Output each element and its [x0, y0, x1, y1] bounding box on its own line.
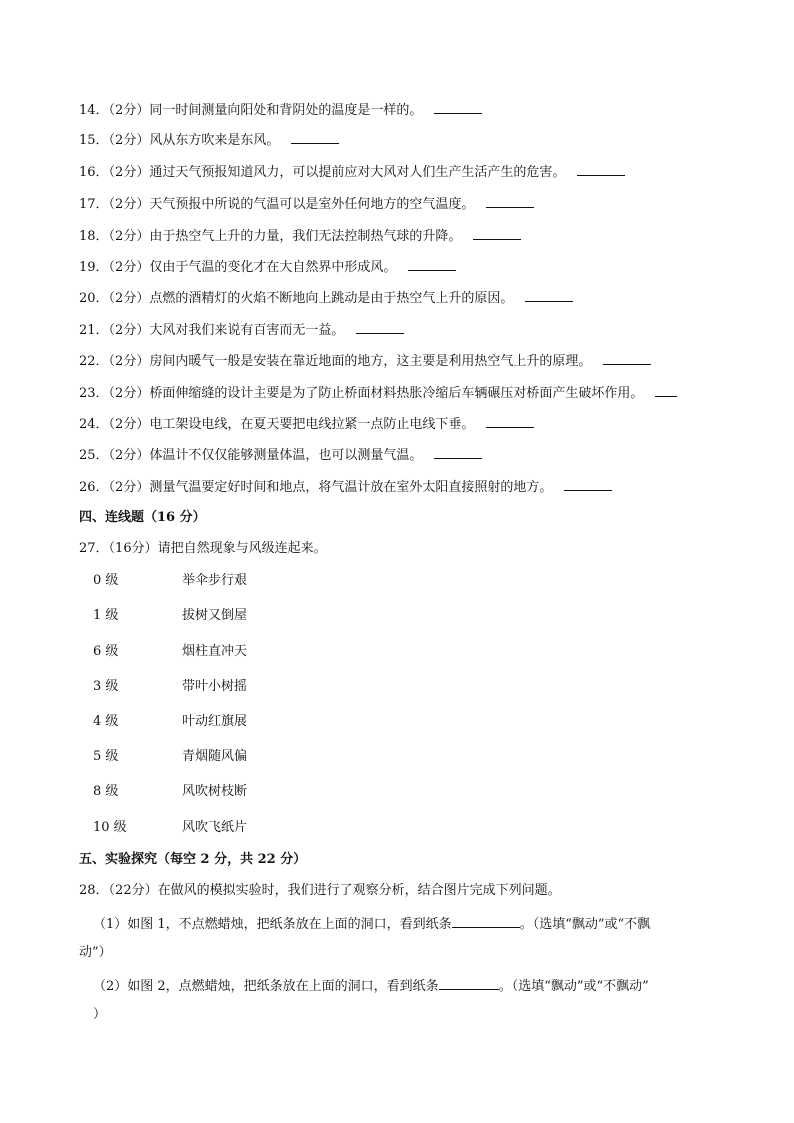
question-text: 26．（2分）测量气温要定好时间和地点，将气温计放在室外太阳直接照射的地方。 — [79, 480, 553, 495]
answer-blank[interactable] — [408, 269, 456, 271]
wind-level[interactable]: 4 级 — [93, 714, 119, 729]
answer-blank[interactable] — [655, 395, 677, 397]
question-text: 19．（2分）仅由于气温的变化才在大自然界中形成风。 — [79, 260, 397, 275]
question-28: 28．（22分）在做风的模拟实验时，我们进行了观察分析，结合图片完成下列问题。 — [79, 883, 561, 898]
answer-blank[interactable] — [525, 300, 573, 302]
question-text: 16．（2分）通过天气预报知道风力，可以提前应对大风对人们生产生活产生的危害。 — [79, 165, 566, 180]
sub-question-text: 。（选填“飘动”或“不飘 — [519, 917, 651, 932]
answer-blank[interactable] — [486, 206, 534, 208]
question-23 — [79, 385, 677, 403]
question-14 — [79, 102, 482, 120]
question-text: 21．（2分）大风对我们来说有百害而无一益。 — [79, 323, 345, 338]
wind-level[interactable]: 10 级 — [93, 820, 127, 835]
question-17 — [79, 196, 534, 214]
sub-question-1-cont: 动”） — [79, 945, 112, 960]
sub-question-text: （1）如图 1，不点燃蜡烛，把纸条放在上面的洞口，看到纸条 — [93, 917, 452, 932]
answer-blank[interactable] — [291, 142, 339, 144]
question-text: 15．（2分）风从东方吹来是东风。 — [79, 133, 280, 148]
wind-level[interactable]: 6 级 — [93, 644, 119, 659]
sub-question-2-cont: ） — [93, 1007, 107, 1022]
question-27: 27．（16分）请把自然现象与风级连起来。 — [79, 541, 327, 556]
question-text: 24．（2分）电工架设电线，在夏天要把电线拉紧一点防止电线下垂。 — [79, 417, 475, 432]
question-26 — [79, 479, 612, 497]
wind-phenomenon[interactable]: 叶动红旗展 — [182, 714, 248, 729]
answer-blank[interactable] — [577, 174, 625, 176]
answer-blank[interactable] — [603, 363, 651, 365]
wind-phenomenon[interactable]: 风吹树枝断 — [182, 784, 248, 799]
wind-level[interactable]: 8 级 — [93, 784, 119, 799]
question-text: 17．（2分）天气预报中所说的气温可以是室外任何地方的空气温度。 — [79, 197, 475, 212]
wind-phenomenon[interactable]: 风吹飞纸片 — [182, 820, 248, 835]
answer-blank[interactable] — [452, 914, 520, 928]
question-22 — [79, 353, 651, 371]
answer-blank[interactable] — [356, 332, 404, 334]
question-18 — [79, 228, 521, 246]
answer-blank[interactable] — [486, 426, 534, 428]
wind-phenomenon[interactable]: 拔树又倒屋 — [182, 608, 248, 623]
question-text: 23．（2分）桥面伸缩缝的设计主要是为了防止桥面材料热胀冷缩后车辆碾压对桥面产生破坏作用。 — [79, 386, 644, 401]
question-15 — [79, 132, 339, 150]
sub-question-text: 。（选填“飘动”或“不飘动” — [498, 979, 649, 994]
question-19 — [79, 259, 456, 277]
wind-phenomenon[interactable]: 带叶小树摇 — [182, 679, 248, 694]
answer-blank[interactable] — [564, 489, 612, 491]
wind-level[interactable]: 5 级 — [93, 749, 119, 764]
wind-level[interactable]: 1 级 — [93, 608, 119, 623]
question-text: 18．（2分）由于热空气上升的力量，我们无法控制热气球的升降。 — [79, 229, 462, 244]
sub-question-2 — [93, 976, 649, 996]
question-21 — [79, 322, 404, 340]
answer-blank[interactable] — [473, 238, 521, 240]
section-5-heading: 五、实验探究（每空 2 分，共 22 分） — [79, 852, 307, 867]
answer-blank[interactable] — [434, 112, 482, 114]
question-text: 20．（2分）点燃的酒精灯的火焰不断地向上跳动是由于热空气上升的原因。 — [79, 291, 514, 306]
question-25 — [79, 447, 482, 465]
section-4-heading: 四、连线题（16 分） — [79, 510, 206, 525]
answer-blank[interactable] — [434, 457, 482, 459]
question-text: 25．（2分）体温计不仅仅能够测量体温，也可以测量气温。 — [79, 448, 423, 463]
wind-phenomenon[interactable]: 青烟随风偏 — [182, 749, 248, 764]
sub-question-1 — [93, 914, 650, 934]
question-20 — [79, 290, 573, 308]
question-text: 22．（2分）房间内暖气一般是安装在靠近地面的地方，这主要是利用热空气上升的原理。 — [79, 354, 592, 369]
wind-level[interactable]: 3 级 — [93, 679, 119, 694]
question-16 — [79, 164, 625, 182]
wind-phenomenon[interactable]: 举伞步行艰 — [182, 573, 248, 588]
answer-blank[interactable] — [439, 976, 499, 990]
wind-level[interactable]: 0 级 — [93, 573, 119, 588]
question-24 — [79, 416, 534, 434]
sub-question-text: （2）如图 2，点燃蜡烛，把纸条放在上面的洞口，看到纸条 — [93, 979, 439, 994]
question-text: 14．（2分）同一时间测量向阳处和背阴处的温度是一样的。 — [79, 103, 423, 118]
wind-phenomenon[interactable]: 烟柱直冲天 — [182, 644, 248, 659]
